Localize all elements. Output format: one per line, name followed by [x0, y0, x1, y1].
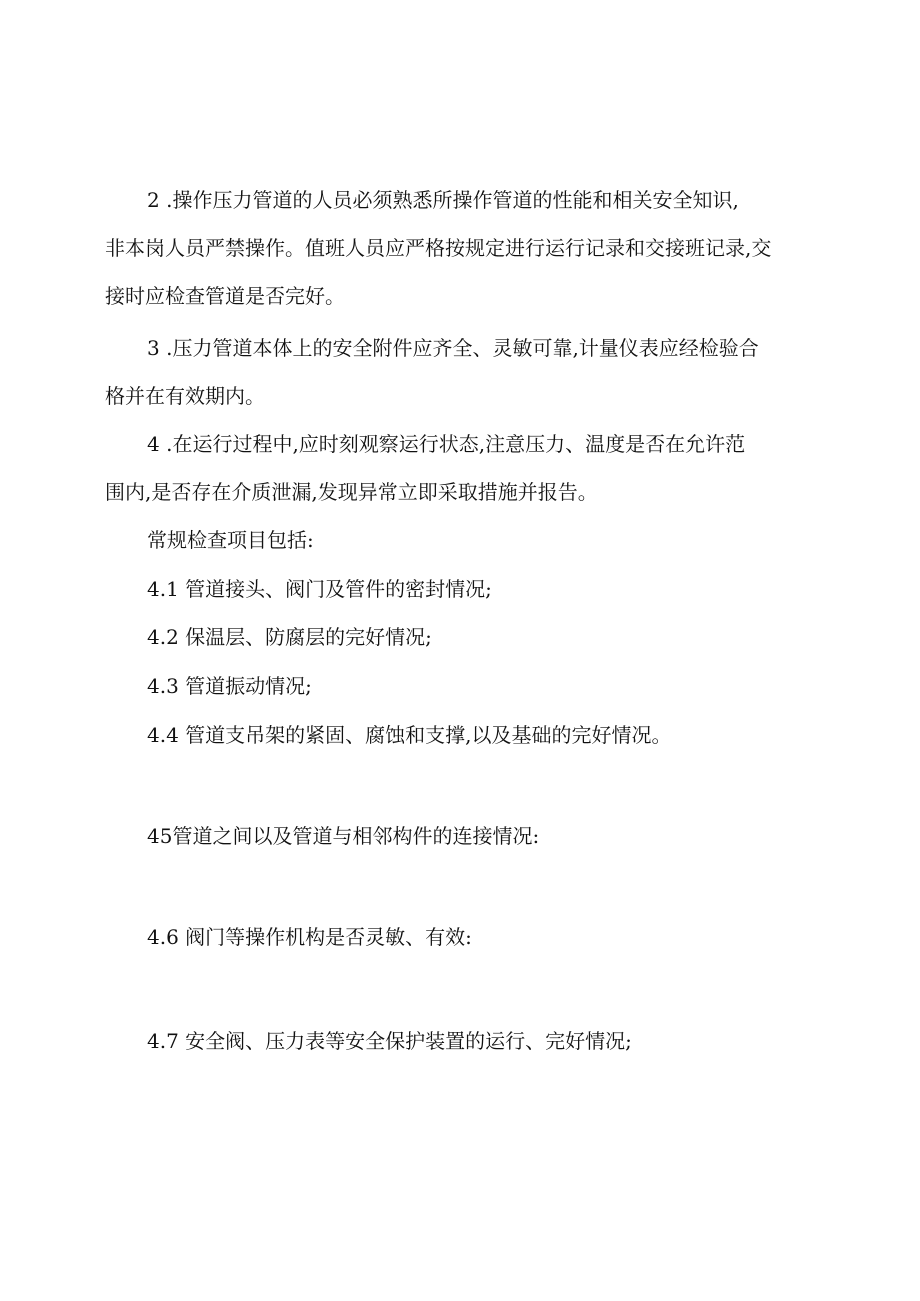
paragraph-3-line-1: 3 .压力管道本体上的安全附件应齐全、灵敏可靠,计量仪表应经检验合: [147, 336, 759, 360]
checklist-item-4-6: 4.6 阀门等操作机构是否灵敏、有效:: [147, 925, 472, 949]
paragraph-4-line-1: 4 .在运行过程中,应时刻观察运行状态,注意压力、温度是否在允许范: [147, 432, 746, 456]
checklist-heading: 常规检查项目包括:: [147, 528, 314, 552]
paragraph-3-line-2: 格并在有效期内。: [105, 384, 265, 408]
checklist-item-4-7: 4.7 安全阀、压力表等安全保护装置的运行、完好情况;: [147, 1029, 632, 1053]
checklist-item-4-1: 4.1 管道接头、阀门及管件的密封情况;: [147, 577, 492, 601]
checklist-item-4-2: 4.2 保温层、防腐层的完好情况;: [147, 625, 432, 649]
paragraph-2: [105, 176, 817, 320]
checklist-item-4-5: 45管道之间以及管道与相邻构件的连接情况:: [147, 824, 540, 848]
paragraph-4: [105, 420, 817, 516]
checklist-item-4-3: 4.3 管道振动情况;: [147, 674, 312, 698]
paragraph-2-line-3: 接时应检查管道是否完好。: [105, 284, 345, 308]
paragraph-2-line-2: 非本岗人员严禁操作。值班人员应严格按规定进行运行记录和交接班记录,交: [105, 236, 772, 260]
checklist-item-4-4: 4.4 管道支吊架的紧固、腐蚀和支撑,以及基础的完好情况。: [147, 723, 672, 747]
paragraph-2-line-1: 2 .操作压力管道的人员必须熟悉所操作管道的性能和相关安全知识,: [147, 188, 739, 212]
paragraph-4-line-2: 围内,是否存在介质泄漏,发现异常立即采取措施并报告。: [105, 480, 598, 504]
paragraph-3: [105, 324, 817, 420]
